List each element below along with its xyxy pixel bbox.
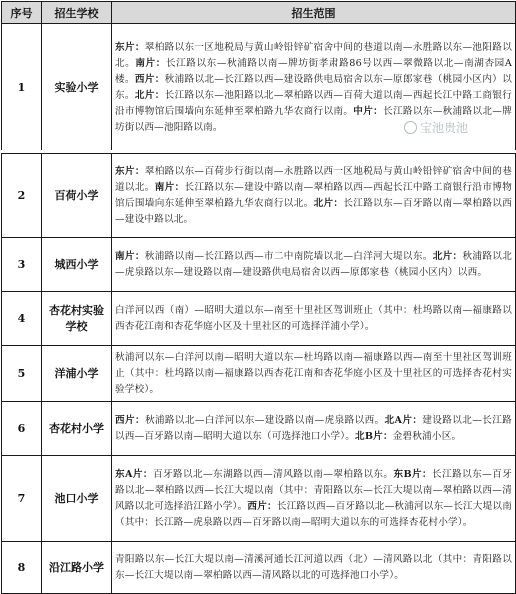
segment-text: 金碧秋浦小区。 (392, 430, 462, 442)
row-number: 5 (2, 346, 42, 402)
segment-label: 北片： (432, 250, 463, 262)
school-name: 杏花村实验学校 (42, 292, 112, 346)
segment-label: 东B片： (393, 468, 433, 480)
segment-label: 南片： (115, 250, 145, 262)
range-cell (112, 346, 516, 402)
school-name: 城西小学 (42, 238, 112, 292)
segment-label: 北A片： (384, 414, 423, 426)
table-row (2, 292, 516, 346)
segment-label: 东片： (115, 41, 145, 53)
segment-label: 西片： (134, 73, 165, 85)
header-school: 招生学校 (42, 2, 112, 24)
range-cell (112, 24, 516, 152)
segment-text: 长江路以东—池阳路以北—翠柏路以西—百荷大道以南—西起长江中路工商银行沿市博物馆后围墙向东延伸至翠柏路九华农商行以南。 (115, 89, 512, 117)
table-row (2, 456, 516, 542)
range-cell (112, 154, 516, 238)
segment-label: 南片： (135, 57, 166, 69)
school-name: 实验小学 (42, 24, 112, 152)
admission-table-header (1, 1, 516, 152)
segment-text: 长江路以东—建设中路以南—翠柏路以西—西起长江中路工商银行沿市博物馆后围墙向东延伸至翠柏路九华农商行以北。 (115, 181, 512, 209)
segment-text: 长江路以东—百牙路以南—翠柏路以西—建设中路以北。 (115, 197, 513, 225)
segment-text: 翠柏路以东一区地税局与黄山岭铅锌矿宿舍中间的巷道以南—永胜路以东—池阳路以北。 (115, 41, 512, 69)
table-row (2, 346, 516, 402)
school-name: 池口小学 (42, 456, 112, 542)
segment-text: 秋浦路以北—长江路以西—建设路供电局宿舍以东—原郎家巷（桃园小区内）以东。 (115, 73, 512, 101)
row-number: 7 (2, 456, 42, 542)
table-header-row (2, 2, 516, 24)
range-cell (112, 456, 516, 542)
school-name: 沿江路小学 (42, 542, 112, 594)
segment-text: 秋浦路以北—虎泉路以东—建设路以南—建设路供电局宿舍以西—原郎家巷（桃园小区内）以西。 (115, 250, 513, 278)
table-row (2, 542, 516, 594)
range-cell (112, 292, 516, 346)
segment-text: 百牙路以北—东湖路以西—清风路以南—翠柏路以东。 (152, 468, 394, 480)
segment-text: 翠柏路以东—百荷步行街以南—永胜路以西一区地税局与黄山岭铅锌矿宿舍中间的巷道以北。 (115, 165, 512, 193)
watermark-text: 宝池贵池 (420, 121, 469, 135)
table-row (2, 24, 516, 152)
segment-text: 青阳路以东—长江大堤以南—清溪河通长江河道以西（北）—清风路以北（其中：青阳路以东—长江大堤以南—翠柏路以西—清风路以北的可选择池口小学）。 (115, 553, 512, 581)
admission-table-part-1 (1, 1, 515, 152)
range-cell (112, 542, 516, 594)
row-number: 8 (2, 542, 42, 594)
school-name: 百荷小学 (42, 154, 112, 238)
table-row (2, 402, 516, 456)
segment-label: 南片： (154, 181, 185, 193)
admission-table-body (1, 153, 516, 594)
segment-label: 北B片： (355, 430, 393, 442)
school-name: 洋浦小学 (42, 346, 112, 402)
segment-label: 西片： (115, 414, 145, 426)
segment-label: 中片： (353, 105, 384, 117)
row-number: 1 (2, 24, 42, 152)
admission-table-part-2 (1, 153, 515, 594)
school-name: 杏花村小学 (42, 402, 112, 456)
segment-label: 东A片： (115, 468, 153, 480)
row-number: 2 (2, 154, 42, 238)
segment-label: 北片： (134, 89, 165, 101)
segment-text: 长江路以东—百牙路以北—翠柏路以西—长江大堤以南（其中：青阳路以东—长江大堤以南—翠柏路以西—清风路以北可选择沿江路小学）。 (115, 468, 512, 512)
row-number: 3 (2, 238, 42, 292)
row-number: 4 (2, 292, 42, 346)
segment-text: 秋浦河以东—白洋河以南—昭明大道以东—杜坞路以南—福康路以西—南至十里社区驾训班止（其中：杜坞路以南—福康路以西杏花江南和杏花华庭小区及十里社区的可选择杏花村实验学校）。 (115, 351, 512, 395)
range-cell (112, 402, 516, 456)
segment-text: 长江路以西—百牙路以北—秋浦河以东—长江大堤以南（其中：长江路—虎泉路以西—百牙路以南—昭明大道以东的可选择杏花村小学）。 (115, 500, 512, 528)
range-cell (112, 238, 516, 292)
table-row (2, 154, 516, 238)
segment-label: 北片： (313, 197, 344, 209)
segment-text: 秋浦路以南—长江路以西—市二中南院墙以北—白洋河大堤以东。 (144, 250, 433, 262)
row-number: 6 (2, 402, 42, 456)
header-index: 序号 (2, 2, 42, 24)
table-row (2, 238, 516, 292)
segment-label: 西片： (247, 500, 277, 512)
header-range: 招生范围 (112, 2, 516, 24)
segment-text: 秋浦路以北—白洋河以东—建设路以南—虎泉路以西。 (144, 414, 385, 426)
segment-text: 白洋河以西（南）—昭明大道以东—南至十里社区驾训班止（其中：杜坞路以南—福康路以西杏花江南和杏花华庭小区及十里社区的可选择洋浦小学）。 (115, 304, 512, 332)
segment-text: 建设路以北—长江路以西—百牙路以南—昭明大道以东（可选择池口小学）。 (115, 414, 512, 442)
segment-text: 长江路以东—秋浦路以南—牌坊街孝肃路86号以西—翠微路以北—南湖杏园A楼。 (115, 57, 512, 85)
segment-text: 长江路以东—秋浦路以北—牌坊街以西—池阳路以南。 (115, 105, 512, 133)
segment-label: 东片： (115, 165, 145, 177)
